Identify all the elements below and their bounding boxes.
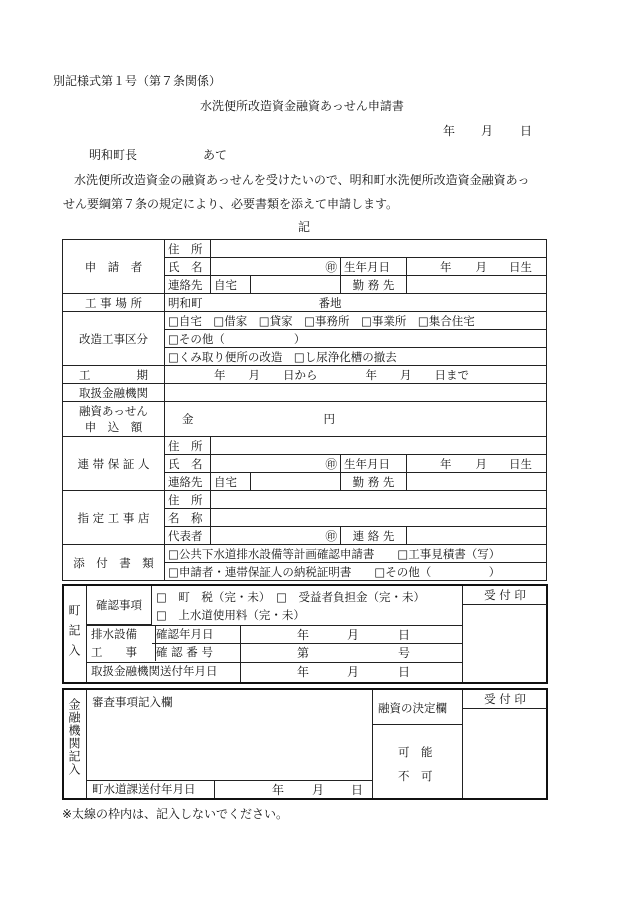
drain-label-1: 排水設備 [91,627,137,641]
period-from: 年 月 日から [214,367,318,382]
contact-label: 連絡先 [165,276,211,294]
town-receipt-label: 受 付 印 [463,586,547,605]
birth-year: 年 [440,259,452,274]
town-side-label: 町記入 [67,604,81,664]
category-line-3[interactable]: □くみ取り便所の改造 □し尿浄化槽の撤去 [165,348,547,366]
bank-receipt-cell [462,690,547,798]
confirm-no-label: 確 認 番 号 [156,645,213,659]
category-line-2[interactable]: □その他（ ） [165,330,547,348]
bank-sent-day: 日 [351,783,364,797]
contractor-address-label: 住 所 [165,491,211,509]
loan-kin: 金 [182,412,194,426]
workplace-label: 勤 務 先 [341,276,407,294]
birthdate-label: 生年月日 [341,258,407,276]
guarantor-address-field[interactable] [211,437,547,455]
contractor-contact-field[interactable] [407,527,547,545]
form-title: 水洗便所改造資金融資あっせん申請書 [200,99,404,113]
guarantor-workplace-label: 勤 務 先 [341,473,407,491]
loan-label-1: 融資あっせん [79,404,148,418]
birth-month: 月 [475,259,487,274]
bank-side-label: 金融機関記入 [67,698,81,776]
confirm-date-label: 確認年月日 [156,627,214,641]
period-label: 工 期 [63,366,165,384]
body-line-2: せん要綱第７条の規定により、必要書類を添えて申請します。 [63,197,399,211]
guarantor-contact-label: 連絡先 [165,473,211,491]
contractor-contact-label: 連 絡 先 [341,527,407,545]
check-label: 確認事項 [87,586,152,625]
attach-line-1[interactable]: □公共下水道排水設備等計画確認申請書 □工事見積書（写） [165,545,547,563]
application-table [62,239,547,581]
bank-box [62,688,548,800]
review-label: 審査事項記入欄 [92,695,173,709]
confirm-month: 月 [347,628,360,642]
guarantor-label: 連 帯 保 証 人 [63,437,165,491]
guarantor-home-field[interactable] [251,473,341,491]
footer-note: ※太線の枠内は、記入しないでください。 [62,807,289,821]
representative-field[interactable] [211,527,341,545]
town-receipt-cell [462,586,547,682]
applicant-label: 申 請 者 [63,240,165,294]
addressee: 明和町長 [89,148,138,162]
decision-ok[interactable]: 可 能 [398,745,433,759]
seal-mark: ㊞ [325,259,337,274]
bank-sent-year: 年 [272,783,285,797]
loan-amount-field[interactable] [165,402,547,437]
applicant-address-field[interactable] [211,240,547,258]
contractor-address-field[interactable] [211,491,547,509]
bank-receipt-label: 受 付 印 [463,690,547,709]
loan-label-2: 申 込 額 [84,420,143,434]
check-line-2[interactable]: □ 上水道使用料（完・未） [156,608,305,622]
guarantor-birthdate-field[interactable] [407,455,547,473]
sent-day: 日 [398,665,411,679]
bank-field[interactable] [165,384,547,402]
address-label: 住 所 [165,240,211,258]
workplace-field[interactable] [407,276,547,294]
check-line-1[interactable]: □ 町 税（完・未） □ 受益者負担金（完・未） [156,590,425,604]
attach-line-2[interactable]: □申請者・連帯保証人の納税証明書 □その他（ ） [165,563,547,581]
birth-day: 日生 [509,259,532,274]
decision-label: 融資の決定欄 [378,701,447,715]
town-box [62,584,548,684]
form-number: 別記様式第１号（第７条関係） [53,74,222,88]
contractor-seal-mark: ㊞ [325,528,337,543]
decision-ng[interactable]: 不 可 [398,769,433,783]
guarantor-birthdate-label: 生年月日 [341,455,407,473]
sent-month: 月 [347,665,360,679]
confirm-go: 号 [398,646,411,660]
g-birth-month: 月 [475,456,487,471]
g-birth-year: 年 [440,456,452,471]
category-label: 改造工事区分 [63,312,165,366]
date-month: 月 [481,124,494,138]
confirm-day: 日 [398,628,411,642]
confirm-year: 年 [297,628,310,642]
sent-date-label: 取扱金融機関送付年月日 [91,664,218,678]
guarantor-home-label: 自宅 [211,473,251,491]
guarantor-address-label: 住 所 [165,437,211,455]
home-phone-field[interactable] [251,276,341,294]
name-label: 氏 名 [165,258,211,276]
loan-label [63,402,165,437]
guarantor-workplace-field[interactable] [407,473,547,491]
loan-yen: 円 [323,412,335,426]
bank-sent-month: 月 [312,783,325,797]
birthdate-field[interactable] [407,258,547,276]
site-label: 工 事 場 所 [63,294,165,312]
bank-sent-label: 町水道課送付年月日 [92,782,196,796]
confirm-dai: 第 [297,646,310,660]
site-lot: 番地 [318,295,342,310]
company-name-label: 名 称 [165,509,211,527]
guarantor-name-field[interactable] [211,455,341,473]
date-day: 日 [520,124,533,138]
ki-label: 記 [298,220,311,234]
bank-side [64,690,87,798]
applicant-name-field[interactable] [211,258,341,276]
guarantor-name-label: 氏 名 [165,455,211,473]
body-line-1: 水洗便所改造資金の融資あっせんを受けたいので、明和町水洗便所改造資金融資あっ [74,173,530,187]
guarantor-seal-mark: ㊞ [325,456,337,471]
company-name-field[interactable] [211,509,547,527]
bank-label: 取扱金融機関 [63,384,165,402]
date-year: 年 [443,124,456,138]
drain-label [87,625,156,661]
town-side [64,586,87,682]
period-field[interactable] [165,366,547,384]
g-birth-day: 日生 [509,456,532,471]
representative-label: 代表者 [165,527,211,545]
addressee-suffix: あて [203,148,228,162]
site-field[interactable] [165,294,547,312]
site-town: 明和町 [168,295,203,310]
category-line-1[interactable]: □自宅 □借家 □貸家 □事務所 □事業所 □集合住宅 [165,312,547,330]
period-to: 年 月 日まで [365,367,469,382]
contractor-label: 指 定 工 事 店 [63,491,165,545]
sent-year: 年 [297,665,310,679]
attach-label: 添 付 書 類 [63,545,165,581]
drain-label-2: 工 事 [91,645,137,659]
home-label: 自宅 [211,276,251,294]
